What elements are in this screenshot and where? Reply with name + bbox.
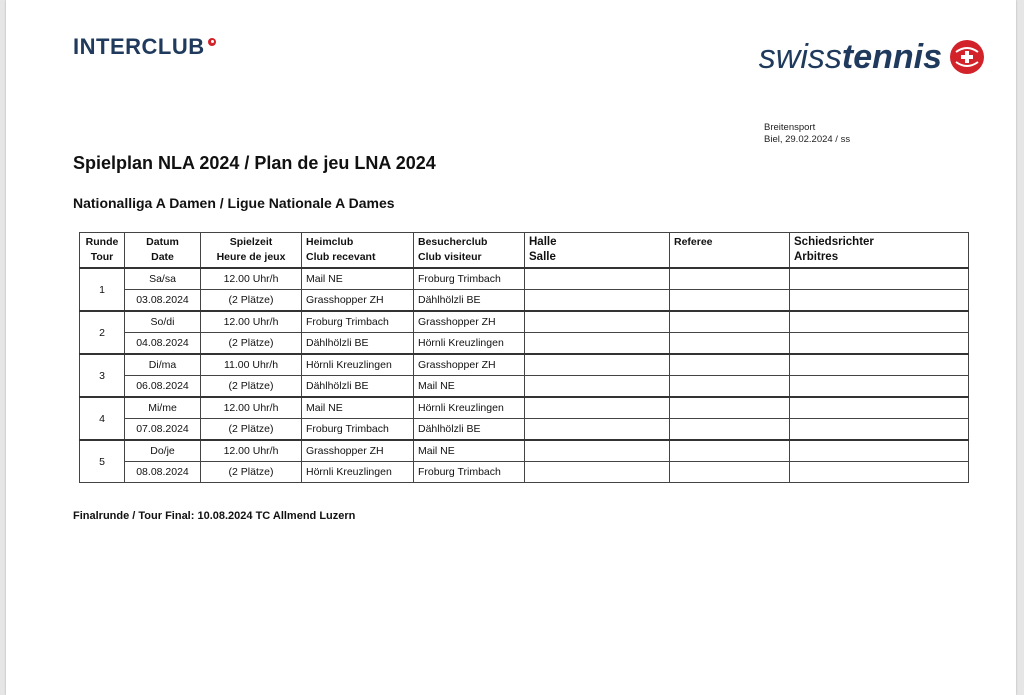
round-day: Di/ma — [125, 354, 201, 376]
table-row — [80, 440, 969, 462]
halle-cell — [525, 419, 670, 441]
round-date: 04.08.2024 — [125, 333, 201, 355]
round-date: 08.08.2024 — [125, 462, 201, 483]
halle-cell — [525, 311, 670, 333]
arbitre-cell — [790, 268, 969, 290]
round-date: 03.08.2024 — [125, 290, 201, 312]
interclub-logo — [73, 34, 216, 60]
referee-cell — [670, 462, 790, 483]
arbitre-cell — [790, 419, 969, 441]
referee-cell — [670, 268, 790, 290]
referee-cell — [670, 440, 790, 462]
swisstennis-logo — [759, 40, 984, 74]
col-referee: Referee — [670, 233, 790, 269]
table-row — [80, 268, 969, 290]
round-day: Do/je — [125, 440, 201, 462]
arbitre-cell — [790, 462, 969, 483]
referee-cell — [670, 419, 790, 441]
table-row — [80, 333, 969, 355]
col-schiedsrichter: Schiedsrichter Arbitres — [790, 233, 969, 269]
round-day: So/di — [125, 311, 201, 333]
round-number: 5 — [80, 440, 125, 483]
halle-cell — [525, 354, 670, 376]
round-courts: (2 Plätze) — [201, 333, 302, 355]
round-time: 12.00 Uhr/h — [201, 311, 302, 333]
col-datum: Datum Date — [125, 233, 201, 269]
referee-cell — [670, 311, 790, 333]
round-time: 11.00 Uhr/h — [201, 354, 302, 376]
halle-cell — [525, 333, 670, 355]
away-club: Dählhölzli BE — [414, 419, 525, 441]
away-club: Froburg Trimbach — [414, 462, 525, 483]
away-club: Mail NE — [414, 440, 525, 462]
round-number: 2 — [80, 311, 125, 354]
home-club: Grasshopper ZH — [302, 440, 414, 462]
home-club: Dählhölzli BE — [302, 333, 414, 355]
home-club: Hörnli Kreuzlingen — [302, 462, 414, 483]
table-header-row — [80, 233, 969, 269]
away-club: Grasshopper ZH — [414, 311, 525, 333]
away-club: Grasshopper ZH — [414, 354, 525, 376]
arbitre-cell — [790, 311, 969, 333]
arbitre-cell — [790, 333, 969, 355]
table-row — [80, 290, 969, 312]
home-club: Hörnli Kreuzlingen — [302, 354, 414, 376]
schedule-table — [79, 232, 969, 483]
final-round-note: Finalrunde / Tour Final: 10.08.2024 TC Allmend Luzern — [73, 510, 356, 522]
round-courts: (2 Plätze) — [201, 376, 302, 398]
round-day: Mi/me — [125, 397, 201, 419]
department: Breitensport — [764, 122, 816, 133]
halle-cell — [525, 397, 670, 419]
col-besucherclub: Besucherclub Club visiteur — [414, 233, 525, 269]
col-heimclub: Heimclub Club recevant — [302, 233, 414, 269]
halle-cell — [525, 268, 670, 290]
round-time: 12.00 Uhr/h — [201, 440, 302, 462]
round-date: 07.08.2024 — [125, 419, 201, 441]
away-club: Froburg Trimbach — [414, 268, 525, 290]
home-club: Grasshopper ZH — [302, 290, 414, 312]
referee-cell — [670, 333, 790, 355]
home-club: Mail NE — [302, 268, 414, 290]
round-courts: (2 Plätze) — [201, 462, 302, 483]
document-meta — [764, 122, 850, 146]
col-halle: Halle Salle — [525, 233, 670, 269]
table-row — [80, 376, 969, 398]
away-club: Dählhölzli BE — [414, 290, 525, 312]
arbitre-cell — [790, 354, 969, 376]
round-number: 3 — [80, 354, 125, 397]
round-number: 4 — [80, 397, 125, 440]
round-day: Sa/sa — [125, 268, 201, 290]
round-date: 06.08.2024 — [125, 376, 201, 398]
arbitre-cell — [790, 290, 969, 312]
round-time: 12.00 Uhr/h — [201, 268, 302, 290]
page-title: Spielplan NLA 2024 / Plan de jeu LNA 2024 — [73, 153, 436, 173]
away-club: Hörnli Kreuzlingen — [414, 397, 525, 419]
page-subtitle: Nationalliga A Damen / Ligue Nationale A Dames — [73, 195, 395, 211]
place-date: Biel, 29.02.2024 / ss — [764, 134, 851, 145]
col-runde: Runde Tour — [80, 233, 125, 269]
table-row — [80, 354, 969, 376]
arbitre-cell — [790, 397, 969, 419]
home-club: Froburg Trimbach — [302, 311, 414, 333]
round-courts: (2 Plätze) — [201, 290, 302, 312]
table-row — [80, 311, 969, 333]
arbitre-cell — [790, 440, 969, 462]
referee-cell — [670, 376, 790, 398]
round-time: 12.00 Uhr/h — [201, 397, 302, 419]
halle-cell — [525, 462, 670, 483]
round-number: 1 — [80, 268, 125, 311]
referee-cell — [670, 354, 790, 376]
col-zeit: Spielzeit Heure de jeux — [201, 233, 302, 269]
halle-cell — [525, 376, 670, 398]
table-row — [80, 419, 969, 441]
halle-cell — [525, 440, 670, 462]
document-page — [6, 0, 1016, 695]
away-club: Mail NE — [414, 376, 525, 398]
table-row — [80, 397, 969, 419]
home-club: Mail NE — [302, 397, 414, 419]
referee-cell — [670, 397, 790, 419]
home-club: Dählhölzli BE — [302, 376, 414, 398]
brand-bold-text: tennis — [841, 38, 942, 76]
away-club: Hörnli Kreuzlingen — [414, 333, 525, 355]
round-courts: (2 Plätze) — [201, 419, 302, 441]
brand-light-text: swiss — [758, 38, 842, 76]
arbitre-cell — [790, 376, 969, 398]
home-club: Froburg Trimbach — [302, 419, 414, 441]
table-row — [80, 462, 969, 483]
tennis-ball-icon — [208, 38, 216, 46]
referee-cell — [670, 290, 790, 312]
halle-cell — [525, 290, 670, 312]
swiss-cross-ball-icon — [950, 40, 984, 74]
interclub-logo-text: INTERCLUB — [73, 34, 205, 59]
